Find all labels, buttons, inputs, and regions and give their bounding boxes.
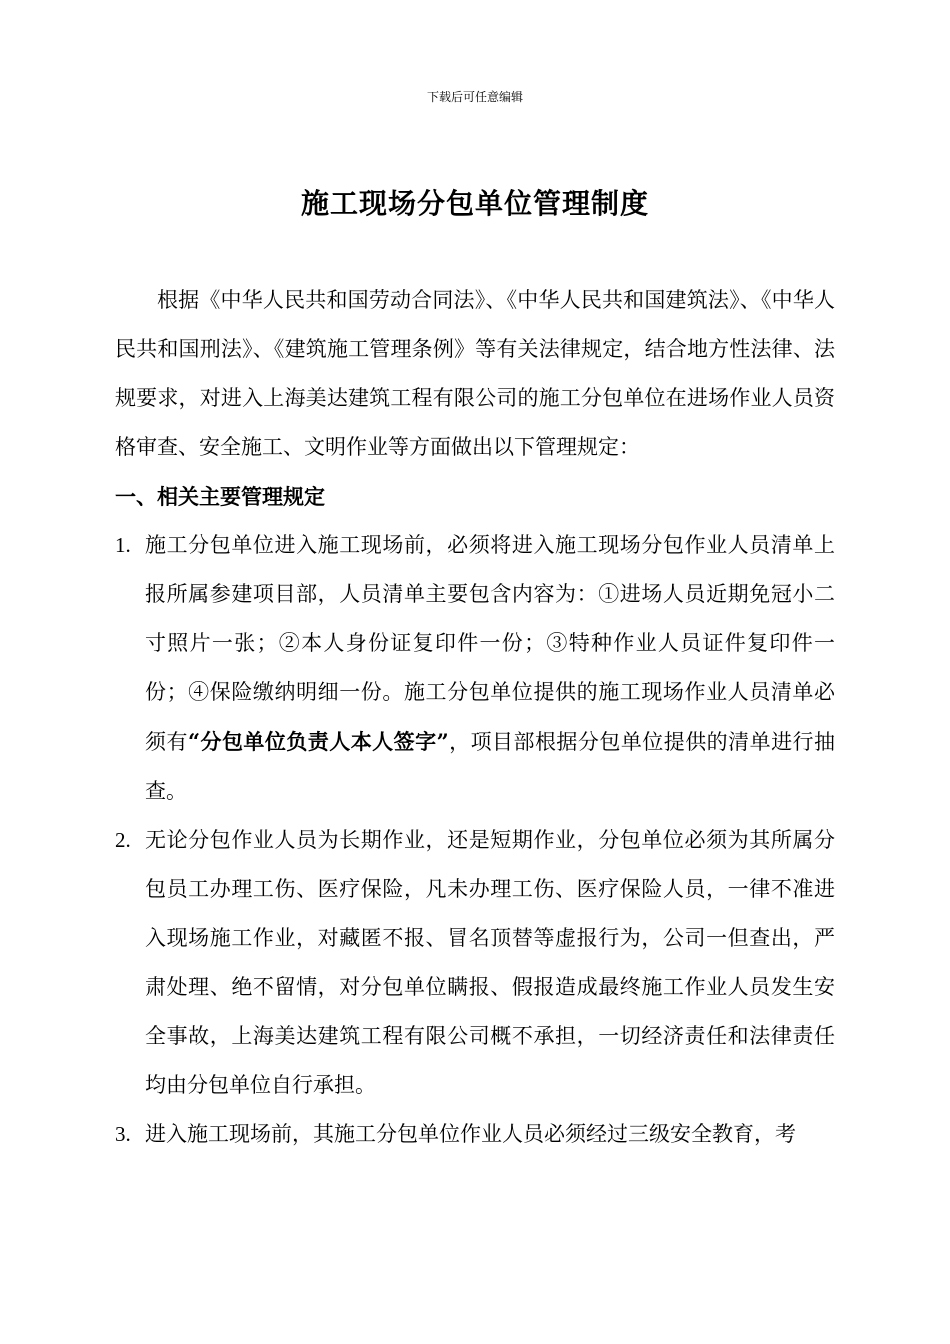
document-title: 施工现场分包单位管理制度 xyxy=(300,187,649,220)
emphasized-quote: “分包单位负责人本人签字” xyxy=(187,729,449,754)
intro-paragraph: 根据《中华人民共和国劳动合同法》、《中华人民共和国建筑法》、《中华人民共和国刑法》、《建筑施工管理条例》等有关法律规定，结合地方性法律、法规要求，对进入上海美达建筑工程有限公司的施工分包单位在进场作业人员资格审查、安全施工、文明作业等方面做出以下管理规定： xyxy=(115,288,835,459)
list-item-number: 3. xyxy=(115,1122,131,1146)
list-item-text-part: ，项目部根据分包单位提供的清单进行抽查。 xyxy=(145,730,835,803)
section-heading: 一、相关主要管理规定 xyxy=(115,484,325,509)
list-item-number: 2. xyxy=(115,828,131,852)
list-item xyxy=(115,816,835,1110)
list-item-text-part: 施工分包单位进入施工现场前，必须将进入施工现场分包作业人员清单上报所属参建项目部，人员清单主要包含内容为：①进场人员近期免冠小二寸照片一张；②本人身份证复印件一份；③特种作业人员证件复印件一份；④保险缴纳明细一份。施工分包单位提供的施工现场作业人员清单必须有 xyxy=(145,533,835,754)
list-item-text: 进入施工现场前，其施工分包单位作业人员必须经过三级安全教育，考 xyxy=(145,1122,796,1146)
list-item xyxy=(115,1110,835,1159)
header-note: 下载后可任意编辑 xyxy=(426,90,523,104)
list-item-text: 无论分包作业人员为长期作业，还是短期作业，分包单位必须为其所属分包员工办理工伤、医疗保险，凡未办理工伤、医疗保险人员，一律不准进入现场施工作业，对藏匿不报、冒名顶替等虚报行为，公司一但查出，严肃处理、绝不留情，对分包单位瞒报、假报造成最终施工作业人员发生安全事故，上海美达建筑工程有限公司概不承担，一切经济责任和法律责任均由分包单位自行承担。 xyxy=(145,828,835,1097)
list-item-text xyxy=(145,521,835,816)
list-item xyxy=(115,521,835,816)
list-item-number: 1. xyxy=(115,533,131,557)
document-body xyxy=(115,276,835,1159)
